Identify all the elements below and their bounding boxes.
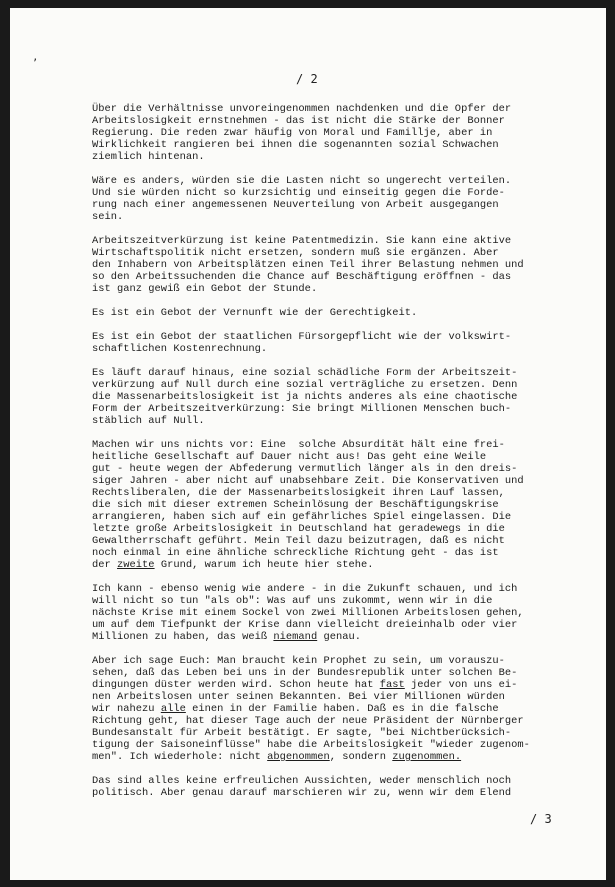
paragraph-4 bbox=[92, 307, 592, 319]
text-line: nen Arbeitslosen unter seinen Bekannten. Bei vier Millionen würden bbox=[92, 691, 505, 703]
text-line: rung nach einer angemessenen Neuverteilung von Arbeit ausgegangen bbox=[92, 199, 499, 211]
scan-mark: ’ bbox=[32, 58, 39, 69]
text-line: noch einmal in eine ähnliche schreckliche Richtung geht - das ist bbox=[92, 547, 499, 559]
text-line: sein. bbox=[92, 211, 124, 223]
text-line: so den Arbeitssuchenden die Chance auf Beschäftigung eröffnen - das bbox=[92, 271, 512, 283]
text-line: dingungen düster werden wird. Schon heute hat fast jeder von uns ei- bbox=[92, 679, 518, 691]
text-line: Aber ich sage Euch: Man braucht kein Prophet zu sein, um vorauszu- bbox=[92, 655, 505, 667]
paragraph-7 bbox=[92, 439, 592, 571]
next-page-marker: / 3 bbox=[530, 812, 552, 826]
text-line: will nicht so tun "als ob": Was auf uns zukommt, wenn wir in die bbox=[92, 595, 493, 607]
paragraph-6 bbox=[92, 367, 592, 427]
text-line: Über die Verhältnisse unvoreingenommen nachdenken und die Opfer der bbox=[92, 103, 512, 115]
text-line: Bundesanstalt für Arbeit bestätigt. Er sagte, "bei Nichtberücksich- bbox=[92, 727, 512, 739]
document-page bbox=[10, 8, 606, 880]
text-line: Arbeitslosigkeit ernstnehmen - das ist nicht die Stärke der Bonner bbox=[92, 115, 505, 127]
paragraph-2 bbox=[92, 175, 592, 223]
text-line: politisch. Aber genau darauf marschieren wir zu, wenn wir dem Elend bbox=[92, 787, 512, 799]
text-line: arrangieren, haben sich auf ein gefährliches Spiel eingelassen. Die bbox=[92, 511, 512, 523]
text-line: Es läuft darauf hinaus, eine sozial schädliche Form der Arbeitszeit- bbox=[92, 367, 518, 379]
text-line: den Inhabern von Arbeitsplätzen einen Teil ihrer Belastung nehmen und bbox=[92, 259, 524, 271]
text-line: die Massenarbeitslosigkeit ist ja nichts anderes als eine chaotische bbox=[92, 391, 518, 403]
text-line: nächste Krise mit einem Sockel von zwei Millionen Arbeitslosen gehen, bbox=[92, 607, 524, 619]
text-line: Wirtschaftspolitik nicht ersetzen, sondern muß sie ergänzen. Aber bbox=[92, 247, 499, 259]
text-line: Ich kann - ebenso wenig wie andere - in die Zukunft schauen, und ich bbox=[92, 583, 518, 595]
text-line: die sich mit dieser extremen Scheinlösung der Beschäftigungskrise bbox=[92, 499, 499, 511]
text-line: ist ganz gewiß ein Gebot der Stunde. bbox=[92, 283, 318, 295]
paragraph-9 bbox=[92, 655, 592, 763]
paragraph-8 bbox=[92, 583, 592, 643]
text-line: Es ist ein Gebot der staatlichen Fürsorgepflicht wie der volkswirt- bbox=[92, 331, 512, 343]
text-line: verkürzung auf Null durch eine sozial verträgliche zu ersetzen. Denn bbox=[92, 379, 518, 391]
text-line: wir nahezu alle einen in der Familie haben. Daß es in die falsche bbox=[92, 703, 499, 715]
text-line: Regierung. Die reden zwar häufig von Moral und Famillje, aber in bbox=[92, 127, 493, 139]
text-line: siger Jahren - aber nicht auf unabsehbare Zeit. Die Konservativen und bbox=[92, 475, 524, 487]
text-line: Es ist ein Gebot der Vernunft wie der Gerechtigkeit. bbox=[92, 307, 418, 319]
text-line: Form der Arbeitszeitverkürzung: Sie bringt Millionen Menschen buch- bbox=[92, 403, 512, 415]
text-line: Und sie würden nicht so kurzsichtig und einseitig gegen die Forde- bbox=[92, 187, 505, 199]
text-line: Machen wir uns nichts vor: Eine solche Absurdität hält eine frei- bbox=[92, 439, 505, 451]
text-line: letzte große Arbeitslosigkeit in Deutschland hat geradewegs in die bbox=[92, 523, 505, 535]
text-line: sehen, daß das Leben bei uns in der Bundesrepublik unter solchen Be- bbox=[92, 667, 518, 679]
text-line: Arbeitszeitverkürzung ist keine Patentmedizin. Sie kann eine aktive bbox=[92, 235, 512, 247]
text-line: Wäre es anders, würden sie die Lasten nicht so ungerecht verteilen. bbox=[92, 175, 512, 187]
text-line: Wirklichkeit rangieren bei ihnen die sogenannten sozial Schwachen bbox=[92, 139, 499, 151]
paragraph-1 bbox=[92, 103, 592, 163]
text-line: Rechtsliberalen, die der Massenarbeitslosigkeit ihren Lauf lassen, bbox=[92, 487, 505, 499]
text-line: gut - heute wegen der Abfederung vermutlich länger als in den dreis- bbox=[92, 463, 518, 475]
text-line: schaftlichen Kostenrechnung. bbox=[92, 343, 268, 355]
text-line: stäblich auf Null. bbox=[92, 415, 205, 427]
paragraph-3 bbox=[92, 235, 592, 295]
text-line: um auf dem Tiefpunkt der Krise dann vielleicht dreieinhalb oder vier bbox=[92, 619, 518, 631]
paragraph-10 bbox=[92, 775, 592, 799]
text-line: men". Ich wiederhole: nicht abgenommen, sondern zugenommen. bbox=[92, 751, 462, 763]
text-line: der zweite Grund, warum ich heute hier stehe. bbox=[92, 559, 374, 571]
body-text bbox=[92, 103, 592, 811]
text-line: heitliche Gesellschaft auf Dauer nicht aus! Das geht eine Weile bbox=[92, 451, 487, 463]
text-line: Millionen zu haben, das weiß niemand genau. bbox=[92, 631, 361, 643]
page-number: / 2 bbox=[296, 72, 318, 86]
text-line: Das sind alles keine erfreulichen Aussichten, weder menschlich noch bbox=[92, 775, 512, 787]
text-line: tigung der Saisoneinflüsse" habe die Arbeitslosigkeit "wieder zugenom- bbox=[92, 739, 530, 751]
text-line: Richtung geht, hat dieser Tage auch der neue Präsident der Nürnberger bbox=[92, 715, 524, 727]
text-line: ziemlich hintenan. bbox=[92, 151, 205, 163]
text-line: Gewaltherrschaft geführt. Mein Teil dazu beizutragen, daß es nicht bbox=[92, 535, 505, 547]
paragraph-5 bbox=[92, 331, 592, 355]
